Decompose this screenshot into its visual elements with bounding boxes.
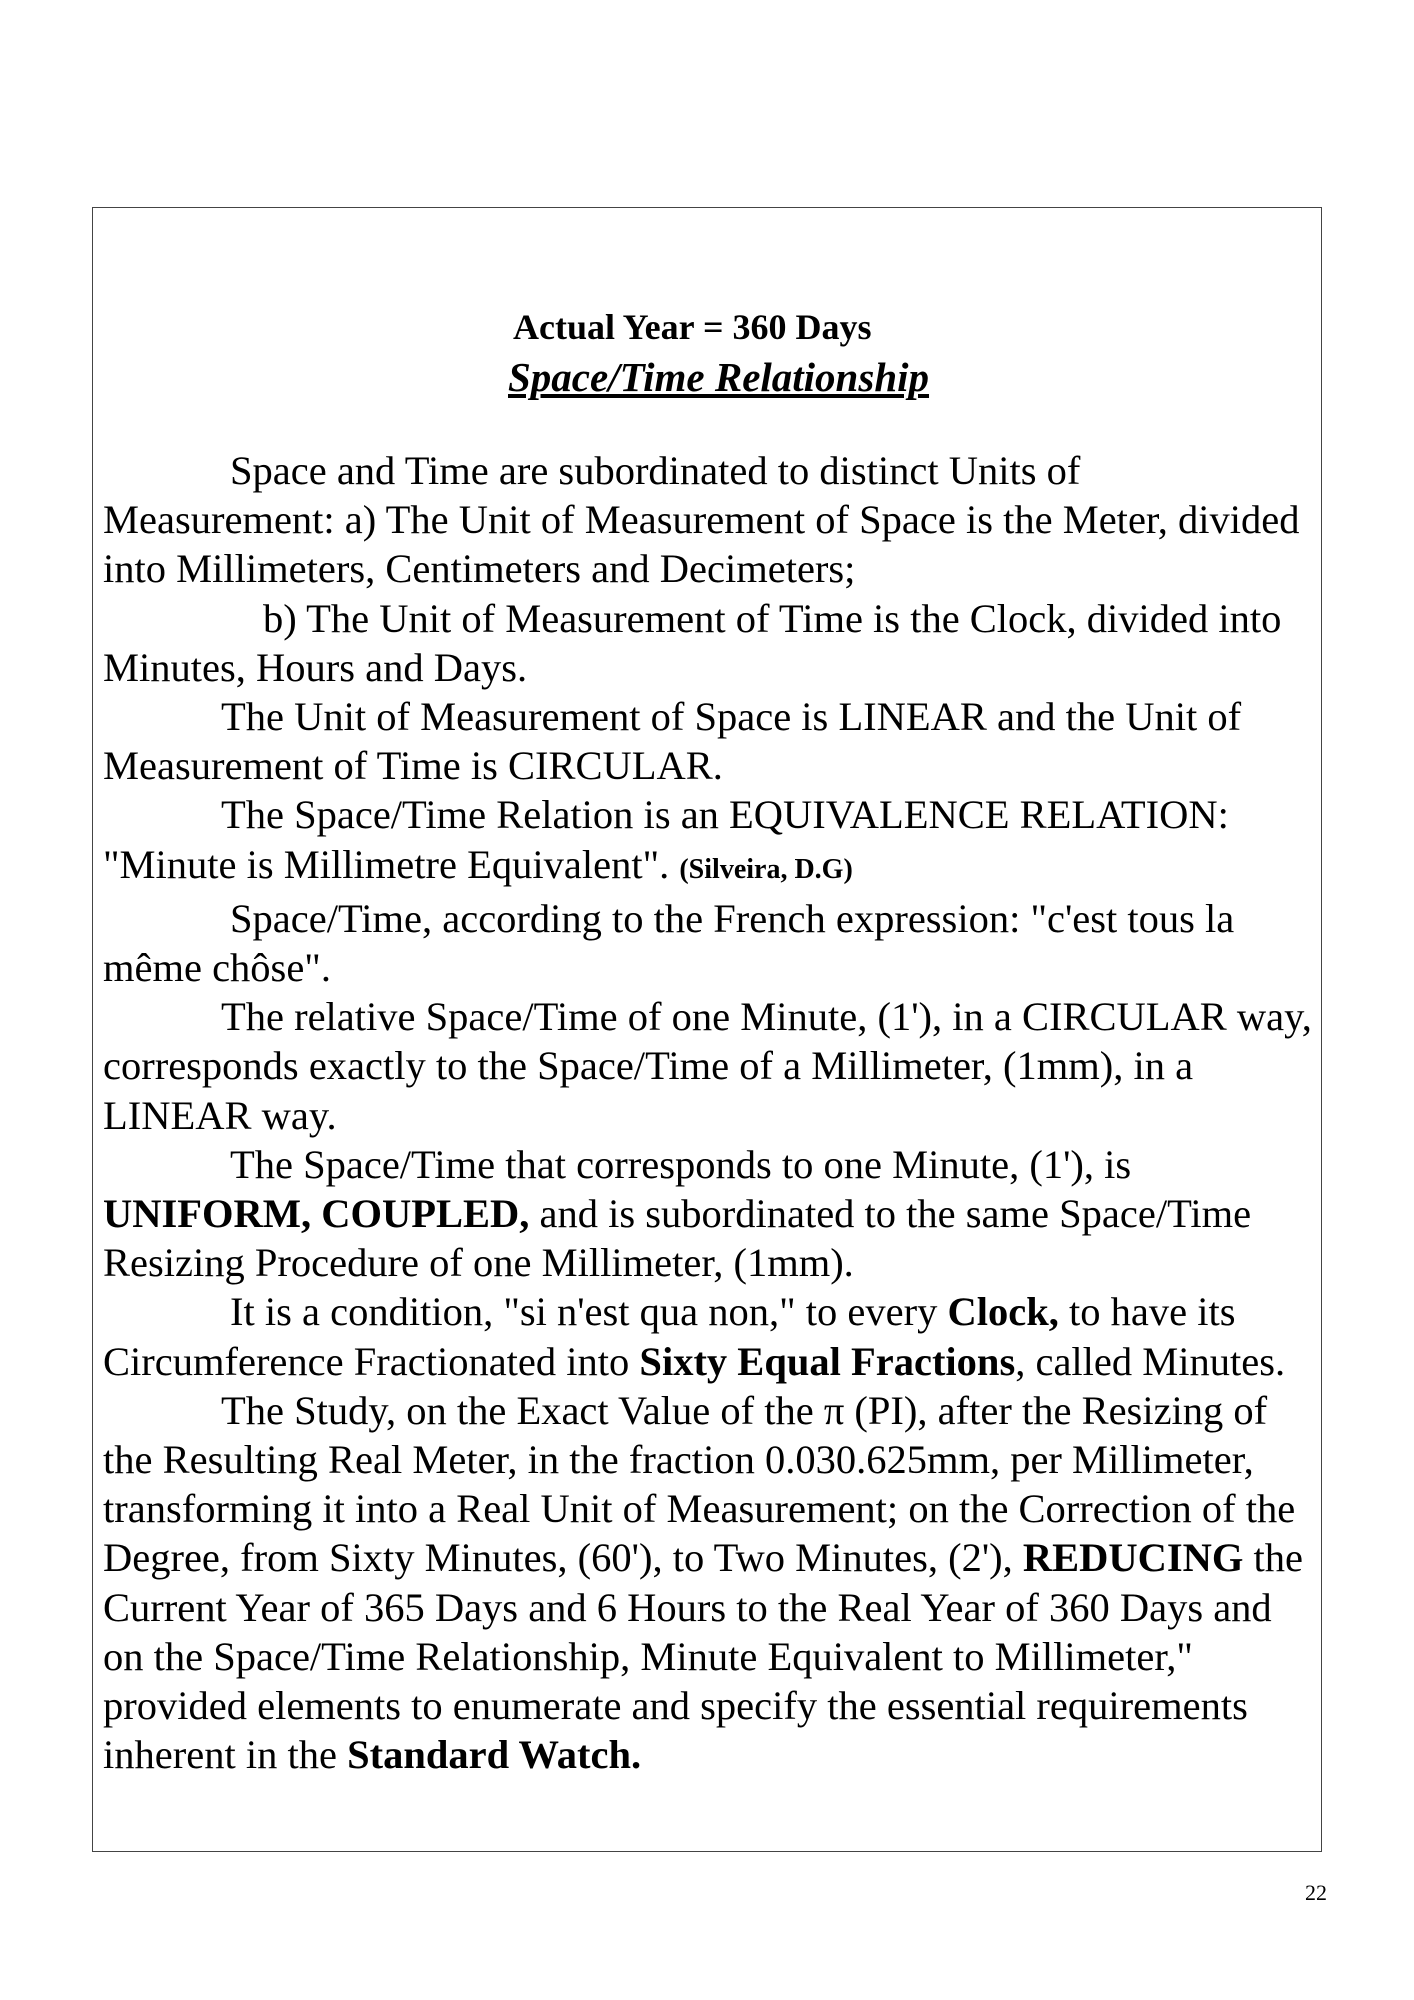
body-text [103, 446, 1318, 1779]
paragraph-2: b) The Unit of Measurement of Time is the Clock, divided into Minutes, Hours and Days. [103, 595, 1282, 690]
paragraph-8-bold-clock: Clock, [947, 1289, 1059, 1335]
paragraph-4-text: The Space/Time Relation is an EQUIVALENCE RELATION: "Minute is Millimetre Equivalent". [103, 792, 1229, 887]
page-number: 22 [1305, 1880, 1327, 1905]
paragraph-5: Space/Time, according to the French expression: "c'est tous la même chôse". [103, 895, 1235, 991]
paragraph-9-text-b: the Current Year of 365 Days and 6 Hours to the Real Year of 360 Days and on the Space/Time Relationship, Minute Equivalent to Millimeter," provided elements to enumerate and specify the essential requirements inherent in the [103, 1535, 1304, 1778]
paragraph-3: The Unit of Measurement of Space is LINEAR and the Unit of Measurement of Time is CIRCULAR. [103, 694, 1242, 789]
paragraph-7 [103, 1140, 1318, 1288]
paragraph-8 [103, 1287, 1318, 1385]
heading-actual-year: Actual Year = 360 Days [513, 307, 872, 347]
citation: (Silveira, D.G) [679, 853, 853, 885]
paragraph-9-bold-standard-watch: Standard Watch. [347, 1732, 642, 1778]
paragraph-6: The relative Space/Time of one Minute, (1'), in a CIRCULAR way, corresponds exactly to the Space/Time of a Millimeter, (1mm), in a LINEAR way. [103, 994, 1312, 1138]
paragraph-8-bold-sixty: Sixty Equal Fractions [639, 1338, 1016, 1384]
paragraph-7-text-a: The Space/Time that corresponds to one Minute, (1'), is [230, 1141, 1132, 1187]
paragraph-4 [103, 790, 1318, 893]
paragraph-8-text-b: to have its Circumference Fractionated into [103, 1289, 1236, 1384]
paragraph-9-bold-reducing: REDUCING [1022, 1535, 1244, 1581]
paragraph-7-bold: UNIFORM, COUPLED, [103, 1191, 530, 1237]
paragraph-9 [103, 1386, 1318, 1780]
paragraph-1: Space and Time are subordinated to distinct Units of Measurement: a) The Unit of Measurement of Space is the Meter, divided into Millimeters, Centimeters and Decimeters; [103, 448, 1300, 592]
content-frame [92, 207, 1322, 1852]
paragraph-8-text-c: , called Minutes. [1015, 1338, 1286, 1384]
paragraph-9-text-a: The Study, on the Exact Value of the π (PI), after the Resizing of the Resulting Real Meter, in the fraction 0.030.625mm, per Millimeter, transforming it into a Real Unit of Measurement; on the Correction of the Degree, from Sixty Minutes, (60'), to Two Minutes, (2'), [103, 1387, 1296, 1581]
paragraph-7-text-b: and is subordinated to the same Space/Time Resizing Procedure of one Millimeter, (1mm). [103, 1191, 1252, 1286]
heading-space-time-relationship: Space/Time Relationship [508, 354, 930, 400]
paragraph-8-text-a: It is a condition, "si n'est qua non," to every [230, 1289, 938, 1335]
